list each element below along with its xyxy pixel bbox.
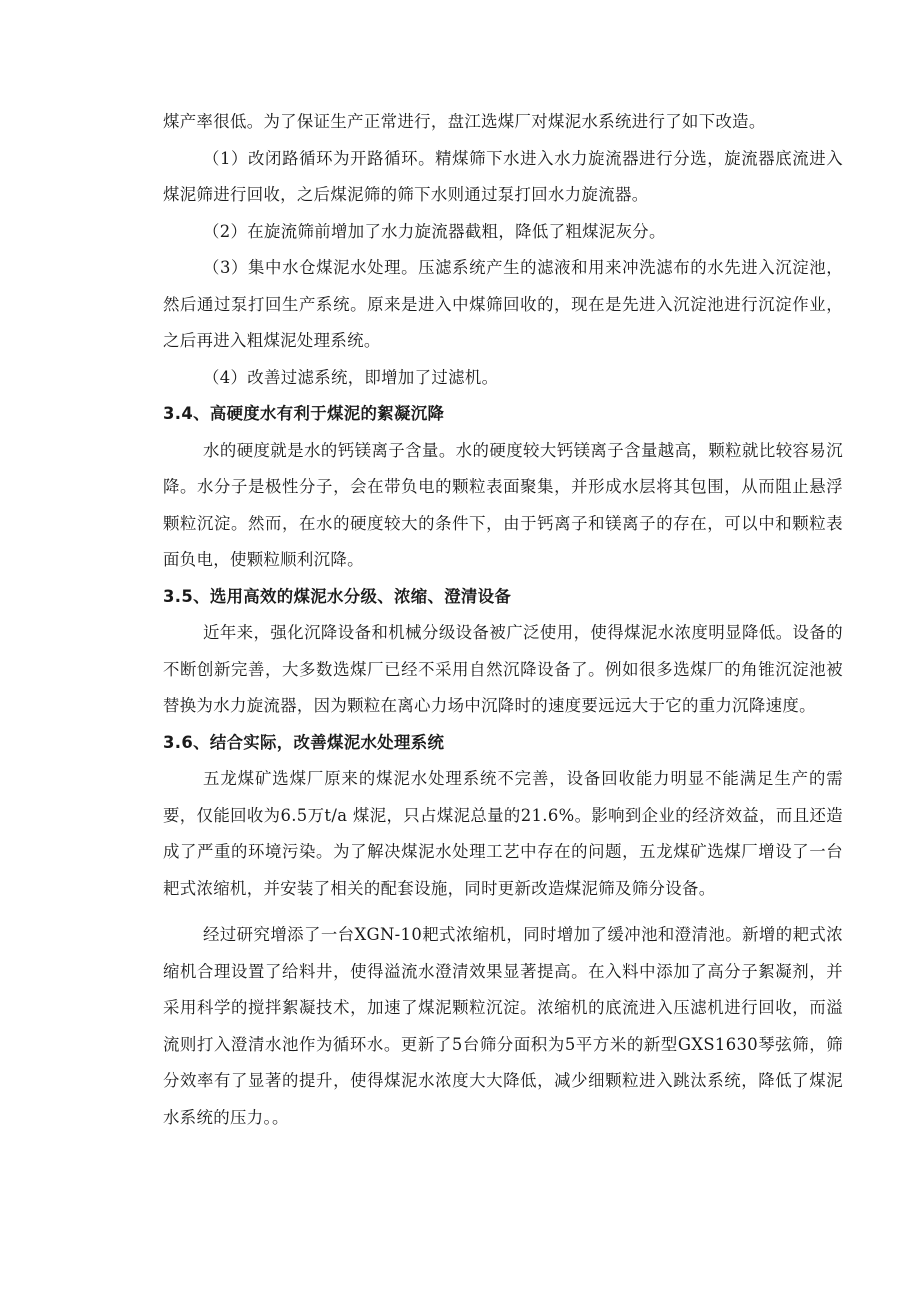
paragraph-item-1: （1）改闭路循环为开路循环。精煤筛下水进入水力旋流器进行分选，旋流器底流进入煤泥筛进行回收，之后煤泥筛的筛下水则通过泵打回水力旋流器。 (163, 148, 843, 204)
paragraph-section-3-5: 近年来，强化沉降设备和机械分级设备被广泛使用，使得煤泥水浓度明显降低。设备的不断创新完善，大多数选煤厂已经不采用自然沉降设备了。例如很多选煤厂的角锥沉淀池被替换为水力旋流器，因为颗粒在离心力场中沉降时的速度要远远大于它的重力沉降速度。 (163, 623, 843, 715)
paragraph-section-3-6-b: 经过研究增添了一台XGN-10耙式浓缩机，同时增加了缓冲池和澄清池。新增的耙式浓缩机合理设置了给料井，使得溢流水澄清效果显著提高。在入料中添加了高分子絮凝剂，并采用科学的搅拌絮凝技术，加速了煤泥颗粒沉淀。浓缩机的底流进入压滤机进行回收，而溢流则打入澄清水池作为循环水。更新了5台筛分面积为5平方米的新型GXS1630琴弦筛，筛分效率有了显著的提升，使得煤泥水浓度大大降低，减少细颗粒进入跳汰系统，降低了煤泥水系统的压力。。 (163, 925, 843, 1127)
section-heading-3-6: 3.6、结合实际，改善煤泥水处理系统 (163, 732, 445, 752)
paragraph-item-2: （2）在旋流筛前增加了水力旋流器截粗，降低了粗煤泥灰分。 (203, 221, 666, 241)
section-heading-3-4: 3.4、高硬度水有利于煤泥的絮凝沉降 (163, 404, 445, 423)
paragraph-item-3: （3）集中水仓煤泥水处理。压滤系统产生的滤液和用来冲洗滤布的水先进入沉淀池，然后通过泵打回生产系统。原来是进入中煤筛回收的，现在是先进入沉淀池进行沉淀作业，之后再进入粗煤泥处理系统。 (163, 258, 843, 350)
paragraph-item-4: （4）改善过滤系统，即增加了过滤机。 (203, 367, 499, 387)
section-heading-3-5: 3.5、选用高效的煤泥水分级、浓缩、澄清设备 (163, 586, 512, 606)
paragraph-section-3-4: 水的硬度就是水的钙镁离子含量。水的硬度较大钙镁离子含量越高，颗粒就比较容易沉降。水分子是极性分子，会在带负电的颗粒表面聚集，并形成水层将其包围，从而阻止悬浮颗粒沉淀。然而，在水的硬度较大的条件下，由于钙离子和镁离子的存在，可以中和颗粒表面负电，使颗粒顺利沉降。 (163, 440, 843, 569)
paragraph-spacer (163, 907, 843, 917)
document-body (163, 104, 843, 1136)
paragraph-intro-continuation: 煤产率很低。为了保证生产正常进行，盘江选煤厂对煤泥水系统进行了如下改造。 (163, 112, 766, 131)
paragraph-section-3-6-a: 五龙煤矿选煤厂原来的煤泥水处理系统不完善，设备回收能力明显不能满足生产的需要，仅能回收为6.5万t/a 煤泥，只占煤泥总量的21.6%。影响到企业的经济效益，而且还造成了严重的环境污染。为了解决煤泥水处理工艺中存在的问题，五龙煤矿选煤厂增设了一台耙式浓缩机，并安装了相关的配套设施，同时更新改造煤泥筛及筛分设备。 (163, 769, 843, 898)
